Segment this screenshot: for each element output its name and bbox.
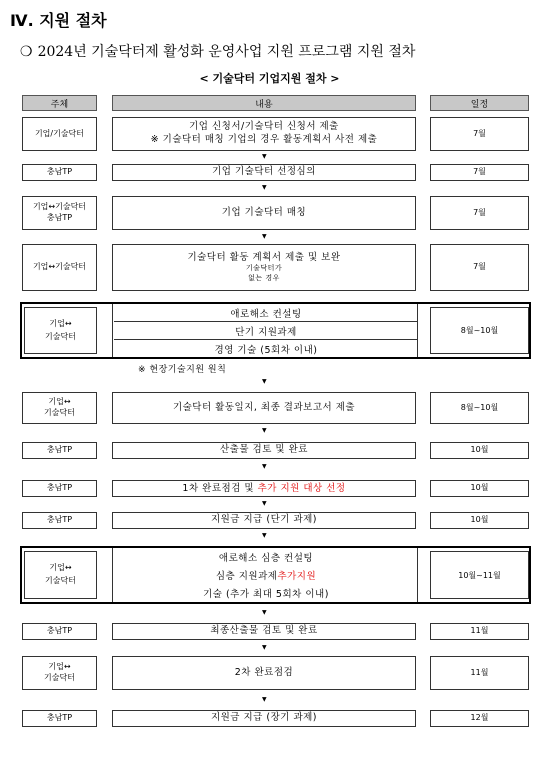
row-5-subject-line-2: 기술닥터 xyxy=(44,408,75,417)
group-1-line-3: 경영 기술 (5회차 이내) xyxy=(114,339,418,357)
row-11-subject: 충남TP xyxy=(22,710,97,727)
arrow-down-icon: ▼ xyxy=(262,184,267,191)
column-header-content: 내용 xyxy=(112,95,416,111)
column-header-subject: 주체 xyxy=(22,95,97,111)
row-2-content: 기업 기술닥터 선정심의 xyxy=(112,164,416,181)
row-1-content xyxy=(112,117,416,151)
row-11-content: 지원금 지급 (장기 과제) xyxy=(112,710,416,727)
group-2-divider xyxy=(112,548,113,602)
consulting-group-2 xyxy=(20,546,531,604)
group-2-subject-line-2: 기술닥터 xyxy=(45,576,76,585)
row-1-content-line-1: 기업 신청서/기술닥터 신청서 제출 xyxy=(189,121,339,133)
row-3-subject-line-2: 충남TP xyxy=(46,213,73,222)
row-9-content: 최종산출물 검토 및 완료 xyxy=(112,623,416,640)
row-10-content: 2차 완료점검 xyxy=(112,656,416,690)
group-1-line-2: 단기 지원과제 xyxy=(114,321,418,339)
chart-title: < 기술닥터 기업지원 절차 > xyxy=(199,72,340,85)
row-2-schedule: 7월 xyxy=(430,164,529,181)
row-4-schedule: 7월 xyxy=(430,244,529,291)
row-8-content: 지원금 지급 (단기 과제) xyxy=(112,512,416,529)
row-7-schedule: 10월 xyxy=(430,480,529,497)
row-8-subject: 충남TP xyxy=(22,512,97,529)
row-5-subject-line-1: 기업↔ xyxy=(48,397,71,407)
row-10-subject xyxy=(22,656,97,690)
row-11-schedule: 12월 xyxy=(430,710,529,727)
group-1-divider xyxy=(112,304,113,357)
row-9-schedule: 11월 xyxy=(430,623,529,640)
row-2-subject: 충남TP xyxy=(22,164,97,181)
arrow-down-icon: ▼ xyxy=(262,696,267,703)
row-8-schedule: 10월 xyxy=(430,512,529,529)
row-4-content xyxy=(112,244,416,291)
row-10-subject-line-1: 기업↔ xyxy=(48,662,71,672)
row-7-subject: 충남TP xyxy=(22,480,97,497)
arrow-down-icon: ▼ xyxy=(262,500,267,507)
row-10-subject-line-2: 기술닥터 xyxy=(44,673,75,682)
consulting-group-1 xyxy=(20,302,531,359)
group-2-schedule: 10월~11월 xyxy=(430,551,529,599)
group-2-line-2 xyxy=(114,566,418,584)
subsection-heading xyxy=(20,41,415,61)
group-2-line-1: 애로해소 심층 컨설팅 xyxy=(218,553,314,564)
arrow-down-icon: ▼ xyxy=(262,153,267,160)
group-2-line-2-highlight: 추가지원 xyxy=(277,571,317,582)
group-1-subject-line-2: 기술닥터 xyxy=(45,331,76,341)
row-3-subject xyxy=(22,196,97,230)
group-1-schedule: 8월~10월 xyxy=(430,307,529,354)
row-3-subject-line-1: 기업↔기술닥터 xyxy=(32,202,87,212)
arrow-down-icon: ▼ xyxy=(262,644,267,651)
arrow-down-icon: ▼ xyxy=(262,378,267,385)
circle-bullet-icon: ❍ xyxy=(20,44,33,60)
section-heading: Ⅳ. 지원 절차 xyxy=(10,11,107,30)
row-5-subject xyxy=(22,392,97,424)
group-1-subject xyxy=(24,307,97,354)
row-1-subject: 기업/기술닥터 xyxy=(22,117,97,151)
row-3-content: 기업 기술닥터 매칭 xyxy=(112,196,416,230)
group-2-line-3: 기술 (추가 최대 5회차 이내) xyxy=(203,589,329,600)
group-2-line-2-text: 심층 지원과제 xyxy=(215,571,278,582)
note-text: ※ 현장기술지원 원칙 xyxy=(138,365,227,375)
row-3-schedule: 7월 xyxy=(430,196,529,230)
arrow-down-icon: ▼ xyxy=(262,233,267,240)
row-9-subject: 충남TP xyxy=(22,623,97,640)
row-6-schedule: 10월 xyxy=(430,442,529,459)
column-header-schedule: 일정 xyxy=(430,95,529,111)
row-1-content-line-2: ※ 기술닥터 매칭 기업의 경우 활동계획서 사전 제출 xyxy=(150,134,378,145)
group-2-subject-line-1: 기업↔ xyxy=(49,563,72,573)
row-4-content-line-3: 없는 경우 xyxy=(248,273,280,282)
group-1-subject-line-1: 기업↔ xyxy=(49,318,72,328)
row-4-subject: 기업↔기술닥터 xyxy=(22,244,97,291)
row-6-content: 산출물 검토 및 완료 xyxy=(112,442,416,459)
row-1-schedule: 7월 xyxy=(430,117,529,151)
row-10-schedule: 11월 xyxy=(430,656,529,690)
arrow-down-icon: ▼ xyxy=(262,427,267,434)
row-5-schedule: 8월~10월 xyxy=(430,392,529,424)
arrow-down-icon: ▼ xyxy=(262,463,267,470)
row-4-content-line-2: 기술닥터가 xyxy=(245,264,283,273)
row-7-content-highlight: 추가 지원 대상 선정 xyxy=(257,483,346,494)
row-4-content-line-1: 기술닥터 활동 계획서 제출 및 보완 xyxy=(187,251,341,263)
group-2-subject xyxy=(24,551,97,599)
row-5-content: 기술닥터 활동일지, 최종 결과보고서 제출 xyxy=(112,392,416,424)
group-1-line-1: 애로해소 컨설팅 xyxy=(230,308,302,320)
arrow-down-icon: ▼ xyxy=(262,609,267,616)
subsection-text: 2024년 기술닥터제 활성화 운영사업 지원 프로그램 지원 절차 xyxy=(37,44,416,60)
row-7-content xyxy=(112,480,416,497)
arrow-down-icon: ▼ xyxy=(262,532,267,539)
row-7-content-text: 1차 완료점검 및 xyxy=(182,483,258,494)
row-6-subject: 충남TP xyxy=(22,442,97,459)
